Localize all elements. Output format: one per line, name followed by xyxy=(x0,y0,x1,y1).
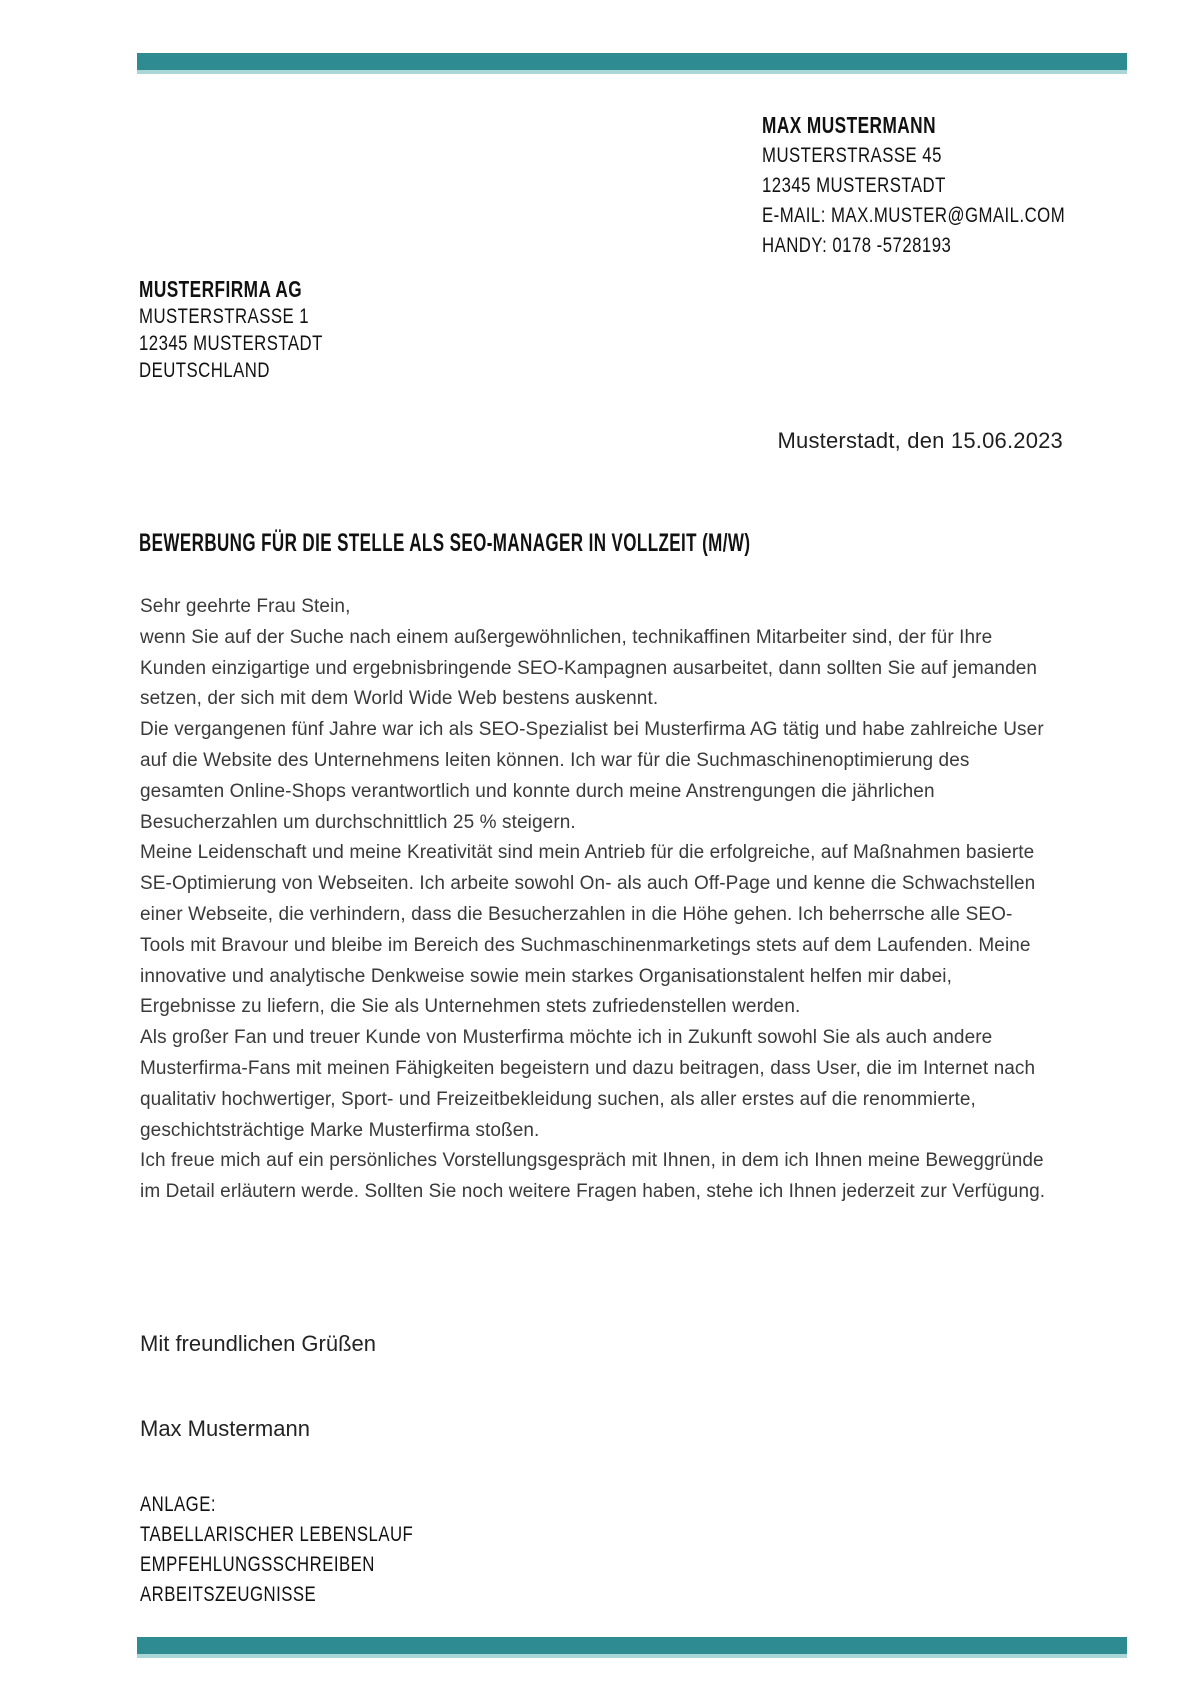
sender-block xyxy=(762,110,1151,260)
sender-name: MAX MUSTERMANN xyxy=(762,112,936,138)
date-line: Musterstadt, den 15.06.2023 xyxy=(777,428,1063,453)
subject-line: BEWERBUNG FÜR DIE STELLE ALS SEO-MANAGER IN VOLLZEIT (M/W) xyxy=(139,529,751,557)
sender-phone-line: HANDY: 0178 -5728193 xyxy=(762,233,952,257)
sender-address-line: 12345 MUSTERSTADT xyxy=(762,173,946,197)
top-accent-bar xyxy=(137,53,1127,74)
recipient-name: MUSTERFIRMA AG xyxy=(139,276,303,302)
attachment-item: TABELLARISCHER LEBENSLAUF xyxy=(140,1522,414,1546)
attachment-item: ARBEITSZEUGNISSE xyxy=(140,1582,317,1606)
attachments-heading: ANLAGE: xyxy=(140,1492,216,1516)
salutation: Sehr geehrte Frau Stein, xyxy=(140,596,351,617)
attachment-item: EMPFEHLUNGSSCHREIBEN xyxy=(140,1552,375,1576)
recipient-address-line: DEUTSCHLAND xyxy=(139,358,270,382)
body-paragraph: Ich freue mich auf ein persönliches Vorstellungsgespräch mit Ihnen, in dem ich Ihnen meine Beweggründe im Detail erläutern werde. Sollten Sie noch weitere Fragen haben, stehe ich Ihnen jederzeit zur Verfügung. xyxy=(140,1150,1046,1203)
recipient-address-line: MUSTERSTRASSE 1 xyxy=(139,304,310,328)
signature-name: Max Mustermann xyxy=(140,1416,310,1441)
bottom-accent-bar xyxy=(137,1637,1127,1658)
valediction: Mit freundlichen Grüßen xyxy=(140,1331,376,1356)
sender-address-line: MUSTERSTRASSE 45 xyxy=(762,143,942,167)
sender-email-line: E-MAIL: MAX.MUSTER@GMAIL.COM xyxy=(762,203,1066,227)
attachments-block xyxy=(140,1489,490,1609)
recipient-address-line: 12345 MUSTERSTADT xyxy=(139,331,323,355)
body-paragraph: Als großer Fan und treuer Kunde von Musterfirma möchte ich in Zukunft sowohl Sie als auch andere Musterfirma-Fans mit meinen Fähigkeiten begeistern und dazu beitragen, dass User, die im Internet nach qualitativ hochwertiger, Sport- und Freizeitbekleidung suchen, als aller erstes auf die renommierte, geschichtsträchtige Marke Musterfirma stoßen. xyxy=(140,1027,1036,1141)
body-paragraph: Die vergangenen fünf Jahre war ich als SEO-Spezialist bei Musterfirma AG tätig und habe zahlreiche User auf die Website des Unternehmens leiten können. Ich war für die Suchmaschinenoptimierung des gesamten Online-Shops verantwortlich und konnte durch meine Anstrengungen die jährlichen Besucherzahlen um durchschnittlich 25 % steigern. xyxy=(140,719,1044,833)
letter-body xyxy=(140,592,1052,1208)
body-paragraph: Meine Leidenschaft und meine Kreativität sind mein Antrieb für die erfolgreiche, auf Maßnahmen basierte SE-Optimierung von Webseiten. Ich arbeite sowohl On- als auch Off-Page und kenne die Schwachstellen einer Webseite, die verhindern, dass die Besucherzahlen in die Höhe gehen. Ich beherrsche alle SEO-Tools mit Bravour und bleibe im Bereich des Suchmaschinenmarketings stets auf dem Laufenden. Meine innovative und analytische Denkweise sowie mein starkes Organisationstalent helfen mir dabei, Ergebnisse zu liefern, die Sie als Unternehmen stets zufriedenstellen werden. xyxy=(140,842,1036,1018)
recipient-block xyxy=(139,276,375,384)
body-paragraph: wenn Sie auf der Suche nach einem außergewöhnlichen, technikaffinen Mitarbeiter sind, der für Ihre Kunden einzigartige und ergebnisbringende SEO-Kampagnen ausarbeitet, dann sollten Sie auf jemanden setzen, der sich mit dem World Wide Web bestens auskennt. xyxy=(140,626,1038,710)
